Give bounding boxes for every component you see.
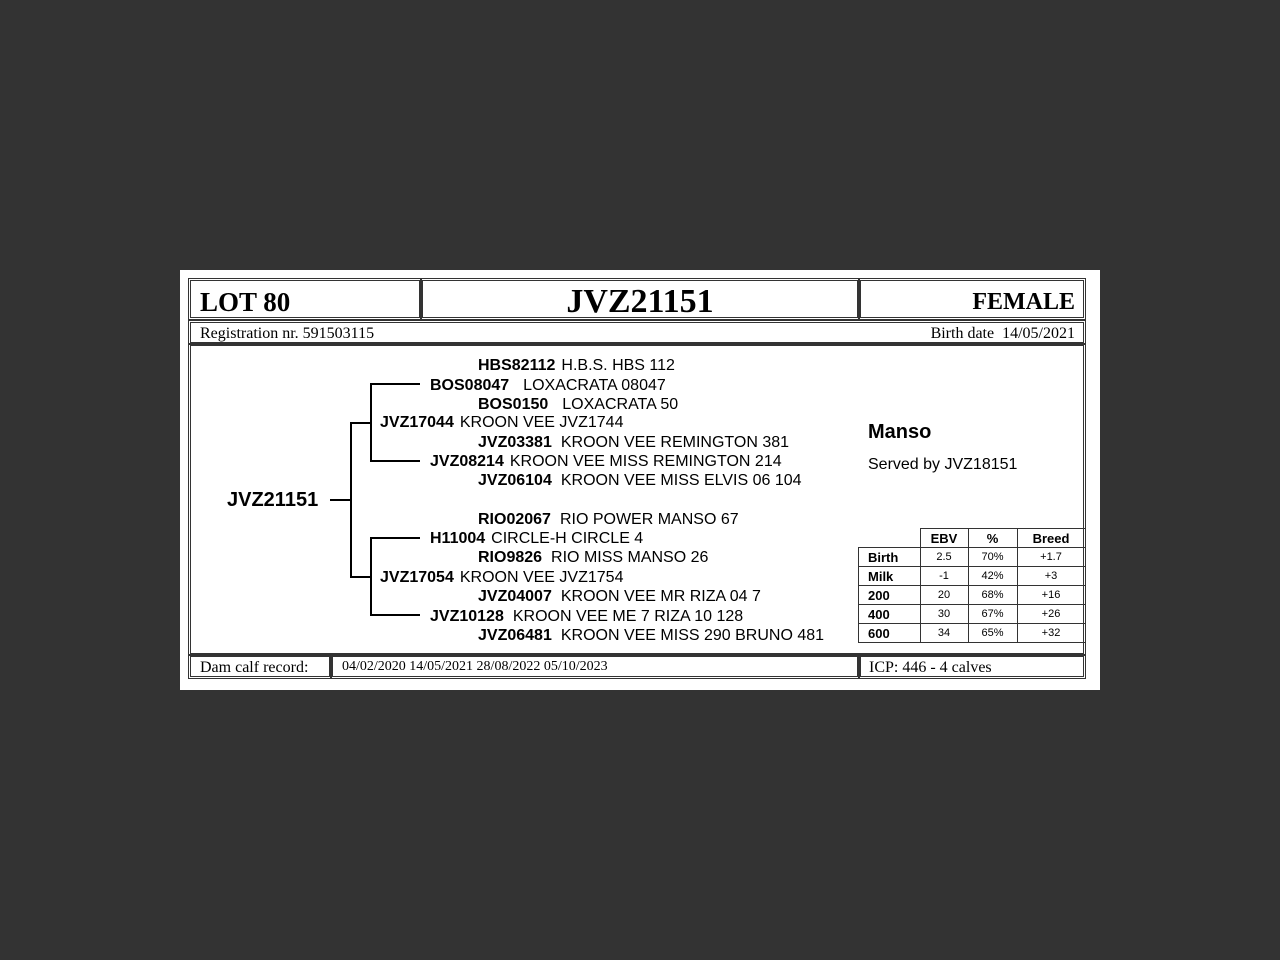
pedigree-dam-sire-dam: RIO9826 RIO MISS MANSO 26 xyxy=(478,549,709,566)
sire-sire-connector xyxy=(370,383,420,385)
sire-grand-vertical xyxy=(370,383,372,462)
breed-value: +3 xyxy=(1017,567,1085,586)
pedigree-dam: JVZ17054 KROON VEE JVZ1754 xyxy=(380,569,624,586)
row-label: Milk xyxy=(859,567,921,586)
animal-id-cell xyxy=(420,278,860,320)
icp-cell xyxy=(858,654,1086,679)
ebv-header-blank xyxy=(859,529,921,548)
dam-calf-record-cell xyxy=(330,654,860,679)
pct-value: 70% xyxy=(968,548,1017,567)
table-row xyxy=(859,586,1086,605)
row-label: 400 xyxy=(859,605,921,624)
parents-vertical xyxy=(350,422,352,578)
pedigree-clip xyxy=(430,626,860,642)
registration-row xyxy=(188,320,1086,345)
birth-date: Birth date 14/05/2021 xyxy=(930,325,1075,342)
table-row xyxy=(859,624,1086,643)
pedigree-sire: JVZ17044 KROON VEE JVZ1744 xyxy=(380,414,624,431)
pedigree-dam-sire: H11004 CIRCLE-H CIRCLE 4 xyxy=(430,530,644,547)
ebv-value: 20 xyxy=(920,586,968,605)
row-label: 200 xyxy=(859,586,921,605)
table-row xyxy=(859,567,1086,586)
pedigree-sire-dam-sire: JVZ03381 KROON VEE REMINGTON 381 xyxy=(478,434,790,451)
pedigree-dam-dam: JVZ10128 KROON VEE ME 7 RIZA 10 128 xyxy=(430,608,744,625)
pedigree-sire-sire: BOS08047 LOXACRATA 08047 xyxy=(430,377,666,394)
table-row xyxy=(859,548,1086,567)
breed-value: +32 xyxy=(1017,624,1085,643)
pedigree-sire-sire-dam: BOS0150 LOXACRATA 50 xyxy=(478,396,679,413)
ebv-value: 2.5 xyxy=(920,548,968,567)
breed-value: +16 xyxy=(1017,586,1085,605)
dam-dam-connector xyxy=(370,614,420,616)
sex-cell xyxy=(858,278,1086,320)
icp-value: ICP: 446 - 4 calves xyxy=(869,659,992,676)
animal-id: JVZ21151 xyxy=(566,283,714,320)
ebv-header: EBV xyxy=(920,529,968,548)
row-label: 600 xyxy=(859,624,921,643)
ebv-value: -1 xyxy=(920,567,968,586)
table-row xyxy=(859,605,1086,624)
pedigree-dam-dam-dam: JVZ06481 KROON VEE MISS 290 BRUNO 481 xyxy=(478,627,825,642)
pedigree-sire-dam: JVZ08214 KROON VEE MISS REMINGTON 214 xyxy=(430,453,782,470)
subject-connector xyxy=(330,499,350,501)
row-label: Birth xyxy=(859,548,921,567)
dam-sire-connector xyxy=(370,537,420,539)
ebv-value: 30 xyxy=(920,605,968,624)
pedigree-sire-sire-sire: HBS82112 H.B.S. HBS 112 xyxy=(478,357,675,374)
ebv-value: 34 xyxy=(920,624,968,643)
lot-number: LOT 80 xyxy=(200,287,291,317)
pct-value: 42% xyxy=(968,567,1017,586)
lot-cell xyxy=(188,278,422,320)
dam-calf-label-cell xyxy=(188,654,332,679)
lot-card xyxy=(180,270,1100,690)
breed-header: Breed xyxy=(1017,529,1085,548)
service-sire-name: Manso xyxy=(868,421,932,443)
sire-dam-connector xyxy=(370,460,420,462)
breed-value: +1.7 xyxy=(1017,548,1085,567)
pedigree-sire-dam-dam: JVZ06104 KROON VEE MISS ELVIS 06 104 xyxy=(478,472,802,489)
sire-connector xyxy=(350,422,370,424)
served-by: Served by JVZ18151 xyxy=(868,456,1018,473)
breed-value: +26 xyxy=(1017,605,1085,624)
pct-value: 68% xyxy=(968,586,1017,605)
dam-calf-dates: 04/02/2020 14/05/2021 28/08/2022 05/10/2023 xyxy=(342,659,608,674)
pedigree-dam-dam-sire: JVZ04007 KROON VEE MR RIZA 04 7 xyxy=(478,588,761,605)
ebv-header-row xyxy=(859,529,1086,548)
registration-number: Registration nr. 591503115 xyxy=(200,325,375,342)
dam-connector xyxy=(350,576,370,578)
pct-header: % xyxy=(968,529,1017,548)
dam-calf-label: Dam calf record: xyxy=(200,659,309,676)
pedigree-dam-sire-sire: RIO02067 RIO POWER MANSO 67 xyxy=(478,511,739,528)
pedigree-subject: JVZ21151 xyxy=(227,489,319,511)
pct-value: 65% xyxy=(968,624,1017,643)
pct-value: 67% xyxy=(968,605,1017,624)
ebv-table xyxy=(858,528,1086,643)
sex-label: FEMALE xyxy=(972,289,1075,315)
dam-grand-vertical xyxy=(370,537,372,616)
